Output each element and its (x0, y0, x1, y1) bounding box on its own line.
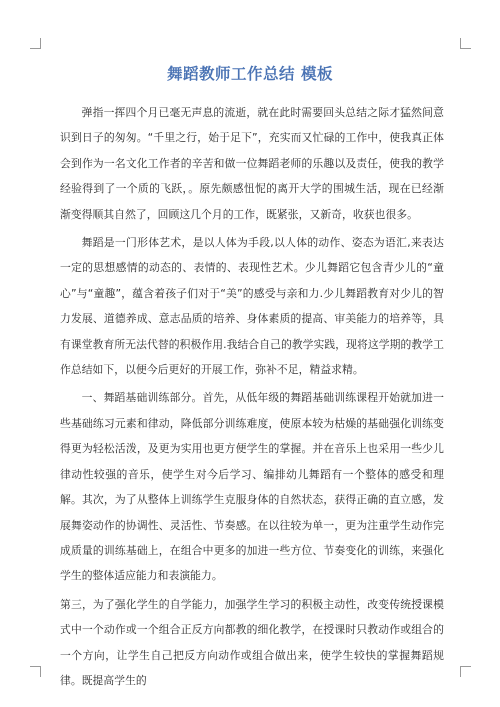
page-corner-mark-bottom-right (460, 666, 471, 677)
paragraph-dance-art: 舞蹈是一门形体艺术，是以人体为手段,以人体的动作、姿态为语汇,来表达一定的思想感情的动态的、表情的、表现性艺术。少儿舞蹈它包含青少儿的“童心”与“童趣”，蕴含着孩子们对于“美”的感受与亲和力.少儿舞蹈教育对少儿的智力发展、道德养成、意志品质的培养、身体素质的提高、审美能力的培养等，具有课堂教育所无法代替的积极作用.我结合自己的教学实践，现将这学期的教学工作总结如下，以便今后更好的开展工作，弥补不足，精益求精。 (60, 236, 444, 377)
paragraph-intro: 弹指一挥四个月已毫无声息的流逝，就在此时需要回头总结之际才猛然间意识到日子的匆匆。“千里之行，始于足下”，充实而又忙碌的工作中，使我真正体会到作为一名文化工作者的辛苦和做一位舞蹈老师的乐趣以及责任，使我的教学经验得到了一个质的飞跃，。原先颇感忸怩的离开大学的围城生活，现在已经渐渐变得顺其自然了，回顾这几个月的工作，既紧张，又新奇，收获也很多。 (60, 106, 444, 221)
paragraph-basic-training: 一、舞蹈基础训练部分。首先，从低年级的舞蹈基础训练课程开始就加进一些基础练习元素和律动，降低部分训练难度，使原本较为枯燥的基础强化训练变得更为轻松活泼，及更为实用也更方便学生的掌握。并在音乐上也采用一些少儿律动性较强的音乐，使学生对今后学习、编排幼儿舞蹈有一个整体的感受和理解。其次，为了从整体上训练学生克服身体的自然状态，获得正确的直立感，发展舞姿动作的协调性、灵活性、节奏感。在以往较为单一，更为注重学生动作完成质量的训练基础上，在组合中更多的加进一些方位、节奏变化的训练，来强化学生的整体适应能力和表演能力。 (60, 391, 444, 583)
document-title: 舞蹈教师工作总结 模板 (167, 65, 333, 83)
paragraph-third-point: 第三，为了强化学生的自学能力，加强学生学习的积极主动性，改变传统授课模式中一个动作或一个组合正反方向都教的细化教学，在授课时只教动作或组合的一个方向，让学生自己把反方向动作或组合做出来，使学生较快的掌握舞蹈规律。既提高学生的 (60, 597, 444, 687)
page-corner-mark-bottom-left (30, 666, 41, 677)
page-corner-mark-top-right (460, 38, 471, 49)
document-body (60, 100, 444, 696)
page-corner-mark-top-left (30, 38, 41, 49)
